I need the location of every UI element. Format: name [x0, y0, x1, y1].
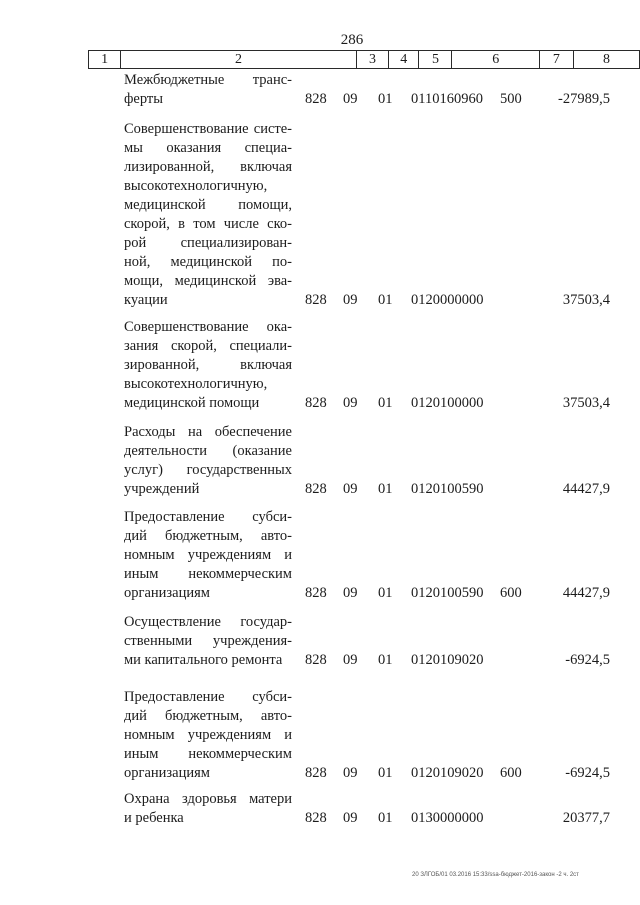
- cell-c4: 09: [343, 810, 358, 826]
- row-name-line: иным некоммерческим: [124, 746, 292, 762]
- row-name-line: иным некоммерческим: [124, 566, 292, 582]
- cell-c8: -6924,5: [565, 652, 610, 668]
- row-name-line: мощи, медицинской эва-: [124, 273, 292, 289]
- cell-c4: 09: [343, 292, 358, 308]
- cell-c8: 37503,4: [562, 395, 610, 411]
- cell-c3: 828: [305, 585, 327, 601]
- cell-c5: 01: [378, 91, 393, 107]
- cell-c5: 01: [378, 810, 393, 826]
- cell-c5: 01: [378, 765, 393, 781]
- row-name-line: зированной, включая: [124, 357, 292, 373]
- cell-c8: -6924,5: [565, 765, 610, 781]
- cell-c6: 0120109020: [411, 652, 484, 668]
- row-name: [124, 688, 292, 783]
- table-row: [0, 318, 640, 413]
- row-name: [124, 790, 292, 828]
- row-name-line: и ребенка: [124, 810, 184, 826]
- column-header-6: 6: [452, 51, 540, 69]
- cell-c7: 600: [500, 765, 522, 781]
- row-name: [124, 508, 292, 603]
- column-header-1: 1: [89, 51, 121, 69]
- cell-c4: 09: [343, 765, 358, 781]
- row-name-line: ной, медицинской по-: [124, 254, 292, 270]
- column-header-7: 7: [539, 51, 573, 69]
- row-name-line: высокотехнологичную,: [124, 376, 268, 392]
- column-header-4: 4: [389, 51, 419, 69]
- cell-c3: 828: [305, 292, 327, 308]
- row-name-line: учреждений: [124, 481, 200, 497]
- cell-c6: 0120109020: [411, 765, 484, 781]
- cell-c6: 0120100590: [411, 585, 484, 601]
- row-name-line: ферты: [124, 91, 163, 107]
- cell-c3: 828: [305, 481, 327, 497]
- table-row: [0, 423, 640, 499]
- row-name-line: куации: [124, 292, 168, 308]
- row-name-line: Совершенствование систе-: [124, 121, 292, 137]
- row-name: [124, 318, 292, 413]
- cell-c6: 0120100590: [411, 481, 484, 497]
- cell-c7: 600: [500, 585, 522, 601]
- table-row: [0, 508, 640, 603]
- cell-c4: 09: [343, 395, 358, 411]
- row-name-line: зания скорой, специали-: [124, 338, 292, 354]
- column-header-3: 3: [356, 51, 388, 69]
- footer-note: 20 ЗЛГОБ/01 03.2016 15:33/ssa-бюджет-2016-закон -2 ч. 2ст: [412, 872, 579, 878]
- cell-c4: 09: [343, 585, 358, 601]
- column-header-table: [88, 50, 640, 69]
- cell-c3: 828: [305, 91, 327, 107]
- row-name-line: скорой, в том числе ско-: [124, 216, 292, 232]
- row-name-line: Охрана здоровья матери: [124, 791, 292, 807]
- table-row: [0, 613, 640, 670]
- row-name-line: Межбюджетные транс-: [124, 72, 292, 88]
- row-name-line: дий бюджетным, авто-: [124, 528, 292, 544]
- cell-c4: 09: [343, 91, 358, 107]
- cell-c3: 828: [305, 652, 327, 668]
- cell-c4: 09: [343, 481, 358, 497]
- page-number: 286: [340, 32, 364, 48]
- cell-c6: 0120100000: [411, 395, 484, 411]
- cell-c8: 44427,9: [562, 585, 610, 601]
- table-row: [0, 120, 640, 310]
- row-name-line: организациям: [124, 585, 210, 601]
- row-name: [124, 120, 292, 310]
- row-name-line: медицинской помощи,: [124, 197, 292, 213]
- cell-c6: 0110160960: [411, 91, 483, 107]
- table-row: [0, 71, 640, 109]
- row-name-line: деятельности (оказание: [124, 443, 292, 459]
- row-name-line: ми капитального ремонта: [124, 652, 283, 668]
- row-name-line: дий бюджетным, авто-: [124, 708, 292, 724]
- cell-c8: 20377,7: [562, 810, 610, 826]
- cell-c5: 01: [378, 481, 393, 497]
- row-name-line: рой специализирован-: [124, 235, 292, 251]
- row-name-line: номным учреждениям и: [124, 547, 292, 563]
- row-name-line: высокотехнологичную,: [124, 178, 268, 194]
- cell-c3: 828: [305, 765, 327, 781]
- row-name: [124, 613, 292, 670]
- cell-c7: 500: [500, 91, 522, 107]
- cell-c6: 0130000000: [411, 810, 484, 826]
- column-header-row: [89, 51, 640, 69]
- cell-c8: -27989,5: [558, 91, 610, 107]
- cell-c8: 37503,4: [562, 292, 610, 308]
- table-row: [0, 790, 640, 828]
- row-name-line: Совершенствование ока-: [124, 319, 292, 335]
- table-row: [0, 688, 640, 783]
- cell-c5: 01: [378, 652, 393, 668]
- column-header-2: 2: [121, 51, 357, 69]
- row-name-line: номным учреждениям и: [124, 727, 292, 743]
- cell-c3: 828: [305, 395, 327, 411]
- row-name: [124, 423, 292, 499]
- row-name-line: мы оказания специа-: [124, 140, 292, 156]
- cell-c4: 09: [343, 652, 358, 668]
- row-name-line: Предоставление субси-: [124, 509, 292, 525]
- row-name-line: медицинской помощи: [124, 395, 260, 411]
- cell-c6: 0120000000: [411, 292, 484, 308]
- row-name-line: Предоставление субси-: [124, 689, 292, 705]
- cell-c5: 01: [378, 292, 393, 308]
- cell-c3: 828: [305, 810, 327, 826]
- row-name-line: услуг) государственных: [124, 462, 292, 478]
- row-name-line: лизированной, включая: [124, 159, 292, 175]
- column-header-5: 5: [419, 51, 452, 69]
- row-name-line: Расходы на обеспечение: [124, 424, 292, 440]
- row-name-line: организациям: [124, 765, 210, 781]
- cell-c5: 01: [378, 585, 393, 601]
- row-name-line: Осуществление государ-: [124, 614, 292, 630]
- row-name-line: ственными учреждения-: [124, 633, 292, 649]
- column-header-8: 8: [573, 51, 639, 69]
- row-name: [124, 71, 292, 109]
- cell-c8: 44427,9: [562, 481, 610, 497]
- cell-c5: 01: [378, 395, 393, 411]
